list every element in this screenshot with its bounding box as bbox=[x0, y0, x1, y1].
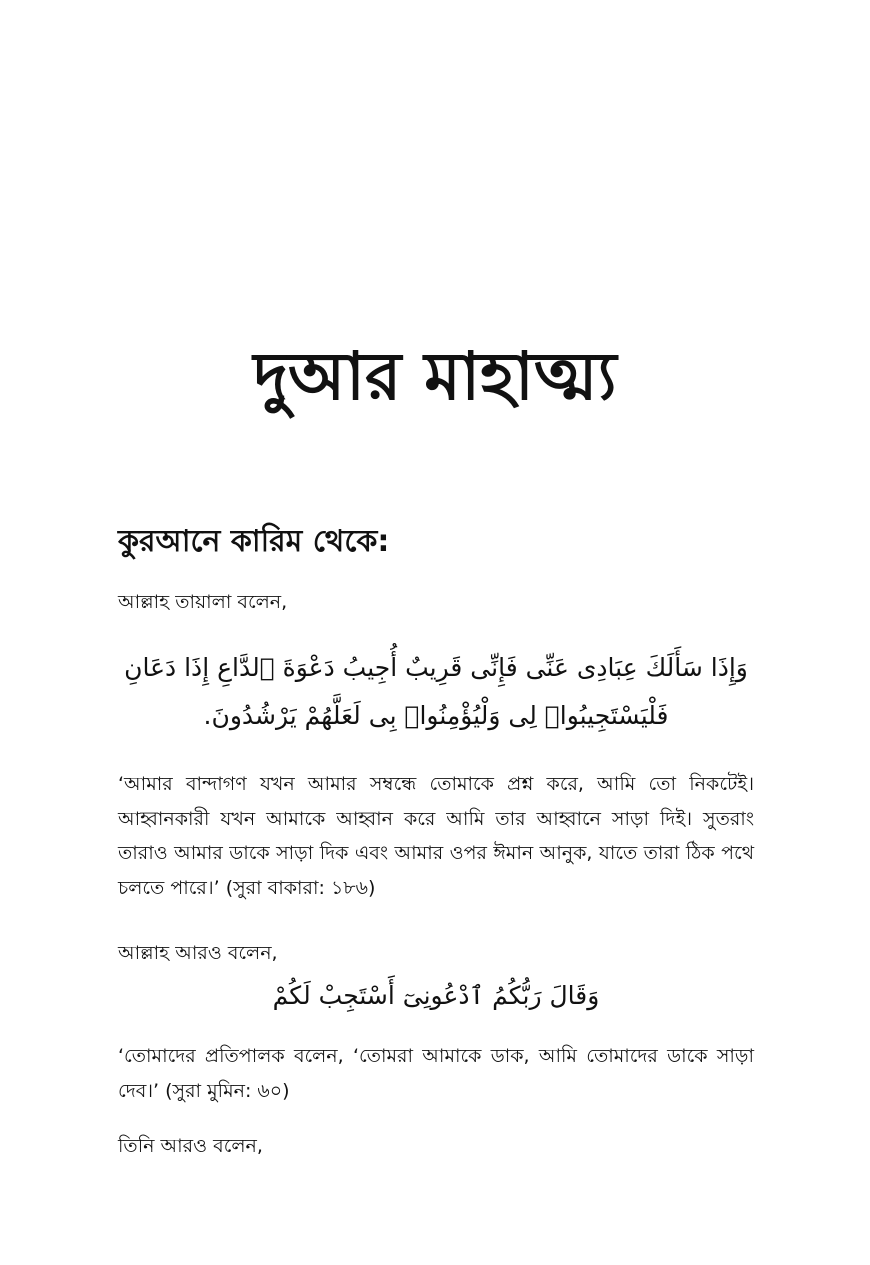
translation-paragraph-1: ‘আমার বান্দাগণ যখন আমার সম্বন্ধে তোমাকে প্রশ্ন করে, আমি তো নিকটেই। আহ্বানকারী যখন আমাকে আহ্বান করে আমি তার আহ্বানে সাড়া দিই। সুতরাং তারাও আমার ডাকে সাড়া দিক এবং আমার ওপর ঈমান আনুক, যাতে তারা ঠিক পথে চলতে পারে।’ (সুরা বাকারা: ১৮৬) bbox=[118, 773, 754, 899]
intro-line-1: আল্লাহ তায়ালা বলেন, bbox=[118, 591, 288, 613]
arabic-verse-2: وَقَالَ رَبُّكُمُ ٱدْعُونِىٓ أَسْتَجِبْ لَكُمْ bbox=[272, 981, 600, 1010]
chapter-title: দুআর মাহাত্ম্য bbox=[253, 338, 617, 415]
intro-line-2: আল্লাহ আরও বলেন, bbox=[118, 942, 278, 964]
translation-paragraph-2: ‘তোমাদের প্রতিপালক বলেন, ‘তোমরা আমাকে ডাক, আমি তোমাদের ডাকে সাড়া দেব।’ (সুরা মুমিন: ৬০) bbox=[118, 1045, 754, 1102]
section-heading: কুরআনে কারিম থেকে: bbox=[118, 524, 390, 559]
intro-line-3: তিনি আরও বলেন, bbox=[118, 1135, 263, 1157]
arabic-verse-1: وَإِذَا سَأَلَكَ عِبَادِى عَنِّى فَإِنِّى قَرِيبٌ أُجِيبُ دَعْوَةَ ٱلدَّاعِ إِذَا دَعَانِ فَلْيَسْتَجِيبُوا۟ لِى وَلْيُؤْمِنُوا۟ بِى لَعَلَّهُمْ يَرْشُدُونَ. bbox=[124, 653, 748, 730]
